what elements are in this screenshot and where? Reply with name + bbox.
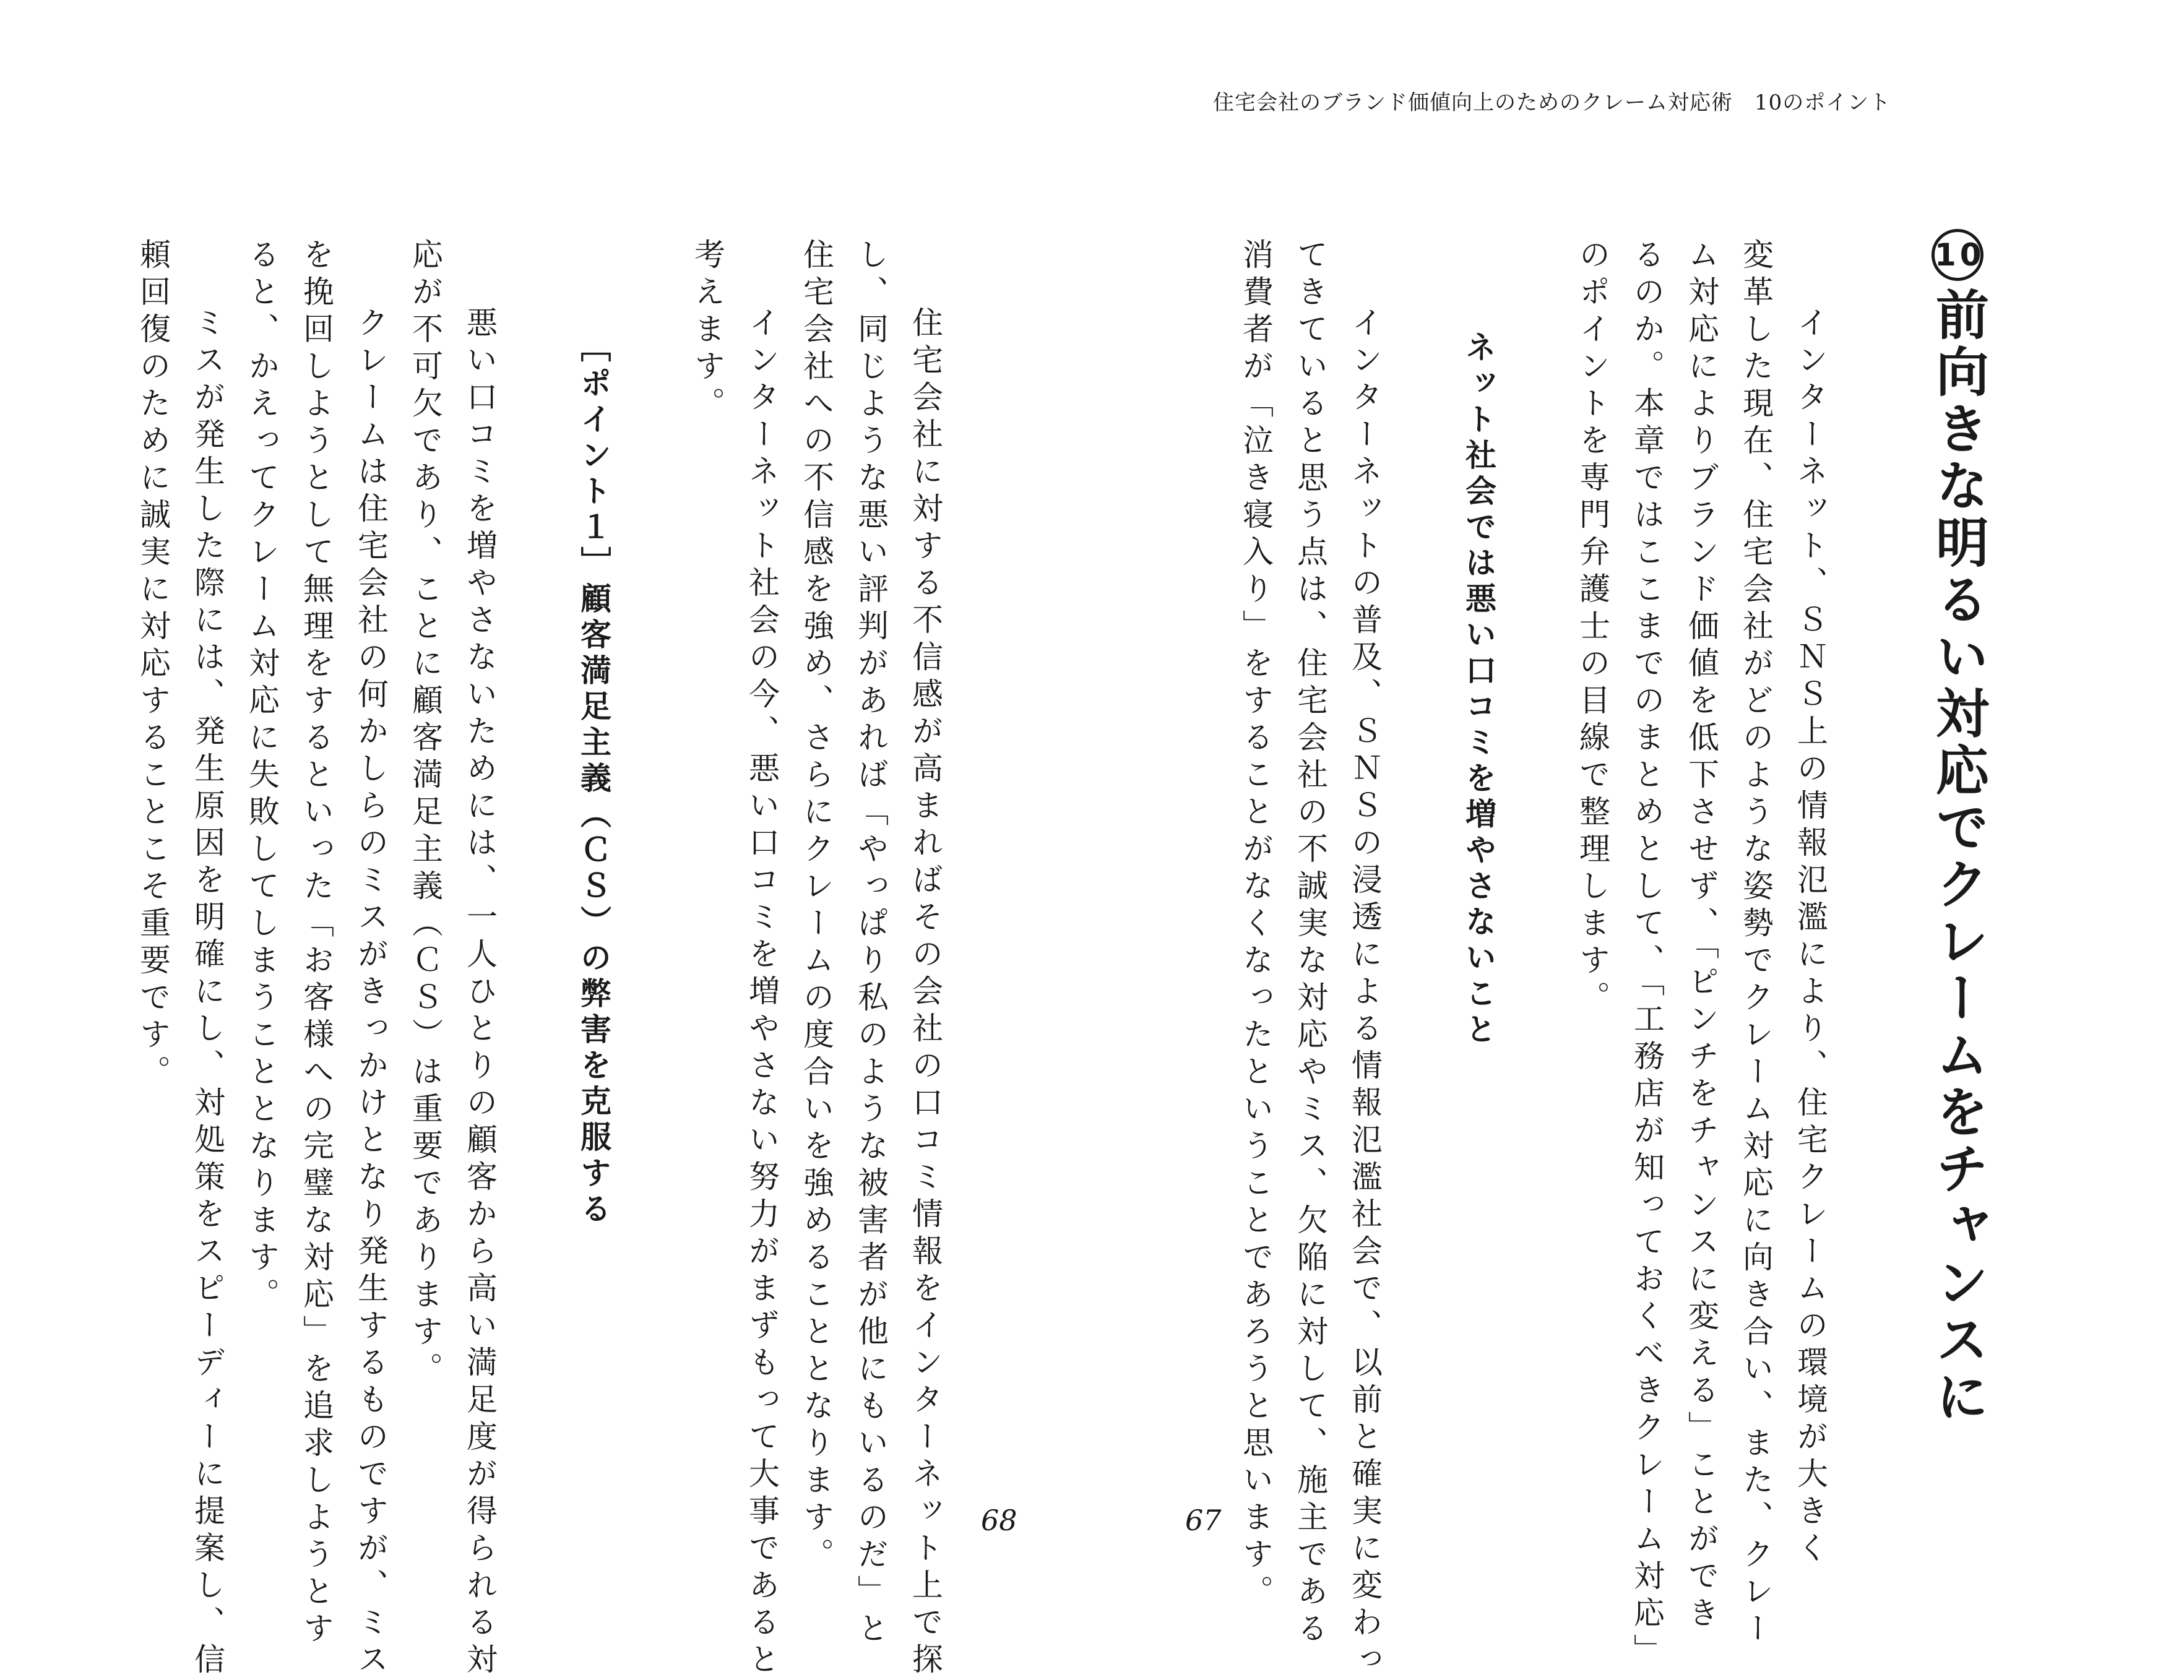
- running-head: 住宅会社のブランド価値向上のためのクレーム対応術 10のポイント: [1213, 90, 1891, 115]
- section1-line: 考えます。: [689, 238, 725, 424]
- section1-line: てきていると思う点は、住宅会社の不誠実な対応やミス、欠陥に対して、施主である: [1292, 238, 1328, 1649]
- page-number-right: 67: [1185, 1504, 1222, 1537]
- chapter-title: [1927, 229, 1988, 1426]
- section-heading: ネット社会では悪い口コミを増やさないこと: [1461, 331, 1496, 1049]
- chapter-title-text: 前向きな明るい対応でクレームをチャンスに: [1927, 287, 1988, 1426]
- section2-line: 応が不可欠であり、ことに顧客満足主義（ＣＳ）は重要であります。: [407, 238, 443, 1389]
- section2-line: クレームは住宅会社の何かしらのミスがきっかけとなり発生するものですが、ミス: [353, 269, 389, 1680]
- section2-line: 悪い口コミを増やさないためには、一人ひとりの顧客から高い満足度が得られる対: [462, 269, 498, 1680]
- section1-line: インターネット社会の今、悪い口コミを増やさない努力がまずもって大事であると: [744, 269, 780, 1680]
- section1-line: 消費者が「泣き寝入り」をすることがなくなったということであろうと思います。: [1238, 238, 1274, 1612]
- section1-line: し、同じような悪い評判があれば「やっぱり私のような被害者が他にもいるのだ」と: [853, 238, 889, 1649]
- section1-line: 住宅会社に対する不信感が高まればその会社の口コミ情報をインターネット上で探: [907, 269, 943, 1680]
- section-heading: ［ポイント１］顧客満足主義（ＣＳ）の弊害を克服する: [576, 331, 611, 1228]
- section2-line: 頼回復のために誠実に対応することこそ重要です。: [135, 238, 171, 1092]
- section2-line: を挽回しようとして無理をするといった「お客様への完璧な対応」を追求しようとす: [298, 238, 334, 1649]
- intro-line: のポイントを専門弁護士の目線で整理します。: [1574, 238, 1610, 1018]
- intro-line: るのか。本章ではここまでのまとめとして、「工務店が知っておくべきクレーム対応」: [1629, 238, 1665, 1671]
- chapter-number-badge: 10: [1932, 229, 1983, 281]
- intro-line: インターネット、ＳＮＳ上の情報氾濫により、住宅クレームの環境が大きく: [1792, 269, 1828, 1569]
- section1-line: インターネットの普及、ＳＮＳの浸透による情報氾濫社会で、以前と確実に変わっ: [1347, 269, 1383, 1680]
- page-number-left: 68: [981, 1504, 1017, 1537]
- section1-line: 住宅会社への不信感を強め、さらにクレームの度合いを強めることとなります。: [798, 238, 834, 1575]
- intro-line: ム対応によりブランド価値を低下させず、「ピンチをチャンスに変える」ことができ: [1683, 238, 1719, 1634]
- section2-line: ると、かえってクレーム対応に失敗してしまうこととなります。: [244, 238, 280, 1315]
- section2-line: ミスが発生した際には、発生原因を明確にし、対処策をスピーディーに提案し、信: [189, 269, 225, 1680]
- intro-line: 変革した現在、住宅会社がどのような姿勢でクレーム対応に向き合い、また、クレー: [1738, 238, 1774, 1649]
